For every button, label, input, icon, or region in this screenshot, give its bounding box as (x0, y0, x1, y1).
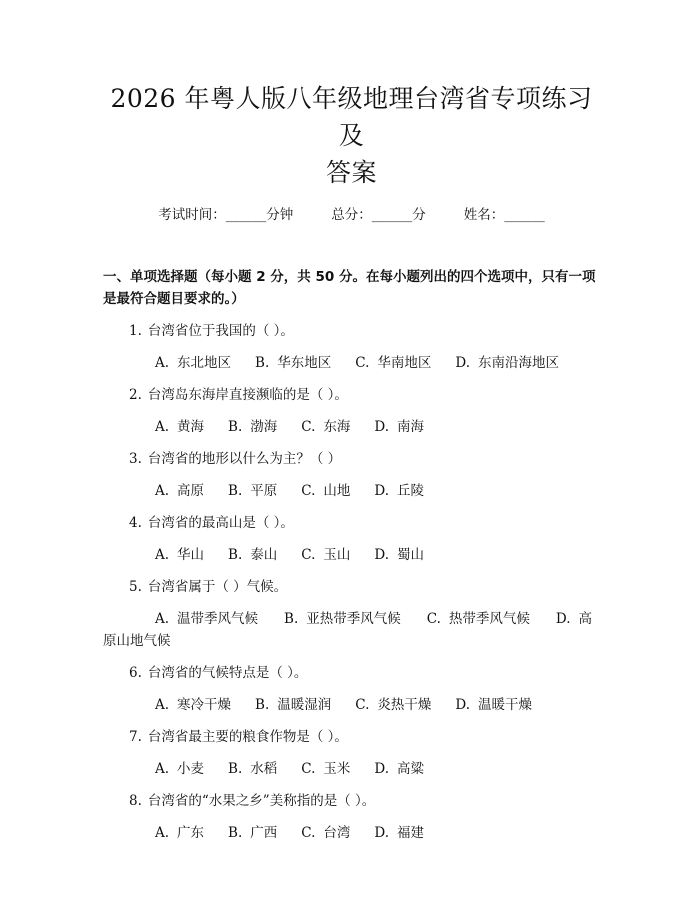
question-text: 台湾省属于（ ）气候。 (147, 579, 288, 595)
option-letter: D. (374, 825, 390, 841)
option-text: 炎热干燥 (377, 697, 432, 713)
option-d (374, 758, 424, 780)
question-number: 7. (129, 729, 142, 745)
option-c (301, 416, 350, 438)
option-letter: C. (301, 547, 316, 563)
title-line-2: 答案 (325, 158, 377, 187)
option-text: 高原山地气候 (103, 611, 593, 649)
option-c (427, 611, 530, 627)
question-number: 2. (129, 387, 142, 403)
question-text: 台湾省的地形以什么为主？（ ） (147, 451, 342, 467)
question-item (103, 576, 600, 652)
option-list (103, 352, 600, 374)
option-letter: C. (301, 483, 316, 499)
option-c (355, 352, 431, 374)
option-b (228, 822, 277, 844)
option-b (228, 544, 277, 566)
option-a (155, 611, 258, 627)
question-stem (103, 384, 600, 406)
total-score: 总分：______分 (331, 207, 426, 223)
option-text: 山地 (323, 483, 351, 499)
question-stem (103, 512, 600, 534)
question-item (103, 662, 600, 716)
option-text: 温暖湿润 (277, 697, 332, 713)
option-letter: D. (374, 761, 390, 777)
question-list (103, 320, 600, 844)
question-stem (103, 448, 600, 470)
option-text: 渤海 (250, 419, 278, 435)
question-item (103, 790, 600, 844)
section-heading: 一、单项选择题（每小题 2 分，共 50 分。在每小题列出的四个选项中，只有一项是最符合题目要求的。） (103, 269, 596, 307)
option-text: 温带季风气候 (177, 611, 259, 627)
question-item (103, 512, 600, 566)
option-c (301, 544, 350, 566)
option-letter: A. (155, 761, 170, 777)
option-a (155, 544, 204, 566)
option-text: 温暖干燥 (478, 697, 533, 713)
option-letter: C. (301, 419, 316, 435)
option-a (155, 416, 204, 438)
option-letter: C. (355, 697, 370, 713)
option-letter: B. (228, 761, 243, 777)
option-b (255, 694, 331, 716)
question-item (103, 384, 600, 438)
option-letter: B. (228, 419, 243, 435)
option-letter: D. (374, 419, 390, 435)
option-text: 台湾 (323, 825, 351, 841)
exam-meta (103, 204, 600, 226)
option-c (301, 480, 350, 502)
title-line-1: 2026 年粤人版八年级地理台湾省专项练习及 (110, 84, 593, 150)
question-text: 台湾省最主要的粮食作物是（ ）。 (147, 729, 348, 745)
question-number: 1. (129, 323, 142, 339)
option-b (228, 416, 277, 438)
option-letter: B. (255, 697, 270, 713)
option-text: 广东 (177, 825, 205, 841)
option-list (103, 480, 600, 502)
question-number: 6. (129, 665, 142, 681)
option-letter: C. (355, 355, 370, 371)
option-text: 小麦 (177, 761, 205, 777)
question-item (103, 448, 600, 502)
option-d (374, 480, 424, 502)
option-text: 泰山 (250, 547, 278, 563)
option-d (374, 544, 424, 566)
option-text: 南海 (397, 419, 425, 435)
option-list (103, 416, 600, 438)
option-text: 玉米 (323, 761, 351, 777)
option-text: 寒冷干燥 (177, 697, 232, 713)
option-d (455, 352, 559, 374)
option-letter: A. (155, 825, 170, 841)
option-letter: A. (155, 611, 170, 627)
option-text: 亚热带季风气候 (306, 611, 401, 627)
option-b (255, 352, 331, 374)
option-letter: D. (555, 611, 571, 627)
option-letter: D. (455, 697, 471, 713)
option-b (284, 611, 401, 627)
question-text: 台湾省的气候特点是（ ）。 (147, 665, 308, 681)
question-number: 3. (129, 451, 142, 467)
option-letter: B. (228, 825, 243, 841)
option-letter: B. (228, 547, 243, 563)
question-text: 台湾岛东海岸直接濒临的是（ ）。 (147, 387, 348, 403)
option-b (228, 758, 277, 780)
option-a (155, 480, 204, 502)
option-d (374, 416, 424, 438)
option-letter: A. (155, 483, 170, 499)
exam-time: 考试时间：______分钟 (158, 207, 294, 223)
question-stem (103, 790, 600, 812)
option-a (155, 352, 231, 374)
option-d (455, 694, 532, 716)
option-letter: D. (455, 355, 471, 371)
option-letter: B. (228, 483, 243, 499)
question-number: 5. (129, 579, 142, 595)
option-b (228, 480, 277, 502)
question-stem (103, 576, 600, 598)
option-list (103, 608, 600, 652)
option-letter: D. (374, 483, 390, 499)
option-text: 广西 (250, 825, 278, 841)
question-stem (103, 726, 600, 748)
option-text: 东海 (323, 419, 351, 435)
option-letter: A. (155, 697, 170, 713)
option-text: 东北地区 (177, 355, 232, 371)
question-text: 台湾省位于我国的（ ）。 (147, 323, 294, 339)
question-number: 4. (129, 515, 142, 531)
option-text: 高粱 (397, 761, 425, 777)
question-stem (103, 320, 600, 342)
option-c (355, 694, 431, 716)
question-item (103, 726, 600, 780)
question-stem (103, 662, 600, 684)
option-list (103, 694, 600, 716)
option-letter: C. (301, 761, 316, 777)
option-text: 华山 (177, 547, 205, 563)
option-a (155, 758, 204, 780)
option-letter: C. (301, 825, 316, 841)
option-text: 华东地区 (277, 355, 332, 371)
option-text: 高原 (177, 483, 205, 499)
student-name: 姓名：______ (463, 207, 545, 223)
option-list (103, 544, 600, 566)
option-c (301, 758, 350, 780)
option-letter: A. (155, 547, 170, 563)
option-letter: C. (426, 611, 441, 627)
option-a (155, 694, 231, 716)
option-text: 玉山 (323, 547, 351, 563)
option-list (103, 822, 600, 844)
option-text: 热带季风气候 (448, 611, 530, 627)
option-list (103, 758, 600, 780)
option-text: 华南地区 (377, 355, 432, 371)
option-letter: B. (284, 611, 299, 627)
option-letter: B. (255, 355, 270, 371)
option-letter: A. (155, 419, 170, 435)
option-text: 平原 (250, 483, 278, 499)
page-title (103, 0, 600, 191)
option-a (155, 822, 204, 844)
option-text: 水稻 (250, 761, 278, 777)
option-c (301, 822, 350, 844)
option-d (374, 822, 424, 844)
option-text: 蜀山 (397, 547, 425, 563)
option-text: 东南沿海地区 (478, 355, 560, 371)
question-text: 台湾省的最高山是（ ）。 (147, 515, 294, 531)
option-letter: D. (374, 547, 390, 563)
option-text: 黄海 (177, 419, 205, 435)
option-letter: A. (155, 355, 170, 371)
option-text: 福建 (397, 825, 425, 841)
option-text: 丘陵 (397, 483, 425, 499)
question-item (103, 320, 600, 374)
question-number: 8. (129, 793, 142, 809)
question-text: 台湾省的“水果之乡”美称指的是（ ）。 (147, 793, 376, 809)
